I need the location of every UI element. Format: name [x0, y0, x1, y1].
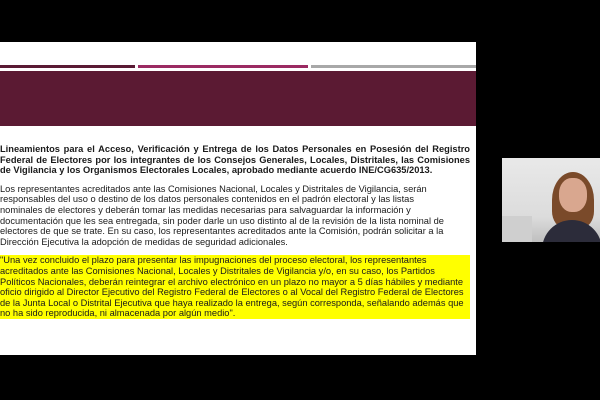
paragraph-line: Los representantes acreditados ante las Comisiones Nacional, Locales y Distritales de Vigilancia, serán	[0, 183, 427, 194]
paragraph-line: documentación que les sea entregada, sin poder darle un uso distinto al de la revisión de la lista nominal de	[0, 215, 444, 226]
quote-line: oficio dirigido al Director Ejecutivo del Registro Federal de Electores o al Vocal del Registro Federal de Electores	[0, 287, 464, 298]
paragraph-line: nominales de electores y deberán tomar las medidas necesarias para salvaguardar la información y	[0, 204, 411, 215]
paragraph-line: electores de que se trate. En su caso, los representantes acreditados ante la Comisión, podrán solicitar a la	[0, 226, 444, 237]
decor-bar-magenta	[138, 65, 308, 68]
video-furniture	[502, 216, 532, 242]
participant-video-tile[interactable]	[502, 158, 600, 242]
slide-paragraph	[0, 184, 470, 248]
presentation-slide	[0, 42, 476, 355]
highlighted-quote	[0, 255, 470, 319]
quote-line: no ha sido reproducida, ni almacenada por algún medio".	[0, 308, 236, 319]
slide-banner	[0, 71, 476, 126]
decor-bar-gray	[311, 65, 476, 68]
paragraph-line: Dirección Ejecutiva la adopción de medidas de seguridad adicionales.	[0, 236, 288, 247]
quote-line: acreditados ante las Comisiones Nacional, Locales y Distritales de Vigilancia y/o, en su caso, los Partidos	[0, 265, 435, 276]
quote-line: de la Junta Local o Distrital Ejecutiva que haya realizado la entrega, según corresponda, señalando además que	[0, 297, 464, 308]
slide-heading: Lineamientos para el Acceso, Verificación y Entrega de los Datos Personales en Posesión del Registro Federal de Electores por los integrantes de los Consejos Generales, Locales, Distritales, las Comisiones de Vigilancia y los Organismos Electorales Locales, aprobado mediante acuerdo INE/CG635/2013.	[0, 144, 470, 176]
decor-bar-dark	[0, 65, 135, 68]
participant-face	[559, 178, 587, 212]
paragraph-line: responsables del uso o destino de los datos personales contenidos en el padrón electoral y las listas	[0, 194, 414, 205]
slide-content	[0, 144, 470, 319]
quote-line: "Una vez concluido el plazo para presentar las impugnaciones del proceso electoral, los representantes	[0, 255, 427, 266]
quote-line: Políticos Nacionales, deberán reintegrar el archivo electrónico en un plazo no mayor a 5 días hábiles y mediante	[0, 276, 464, 287]
